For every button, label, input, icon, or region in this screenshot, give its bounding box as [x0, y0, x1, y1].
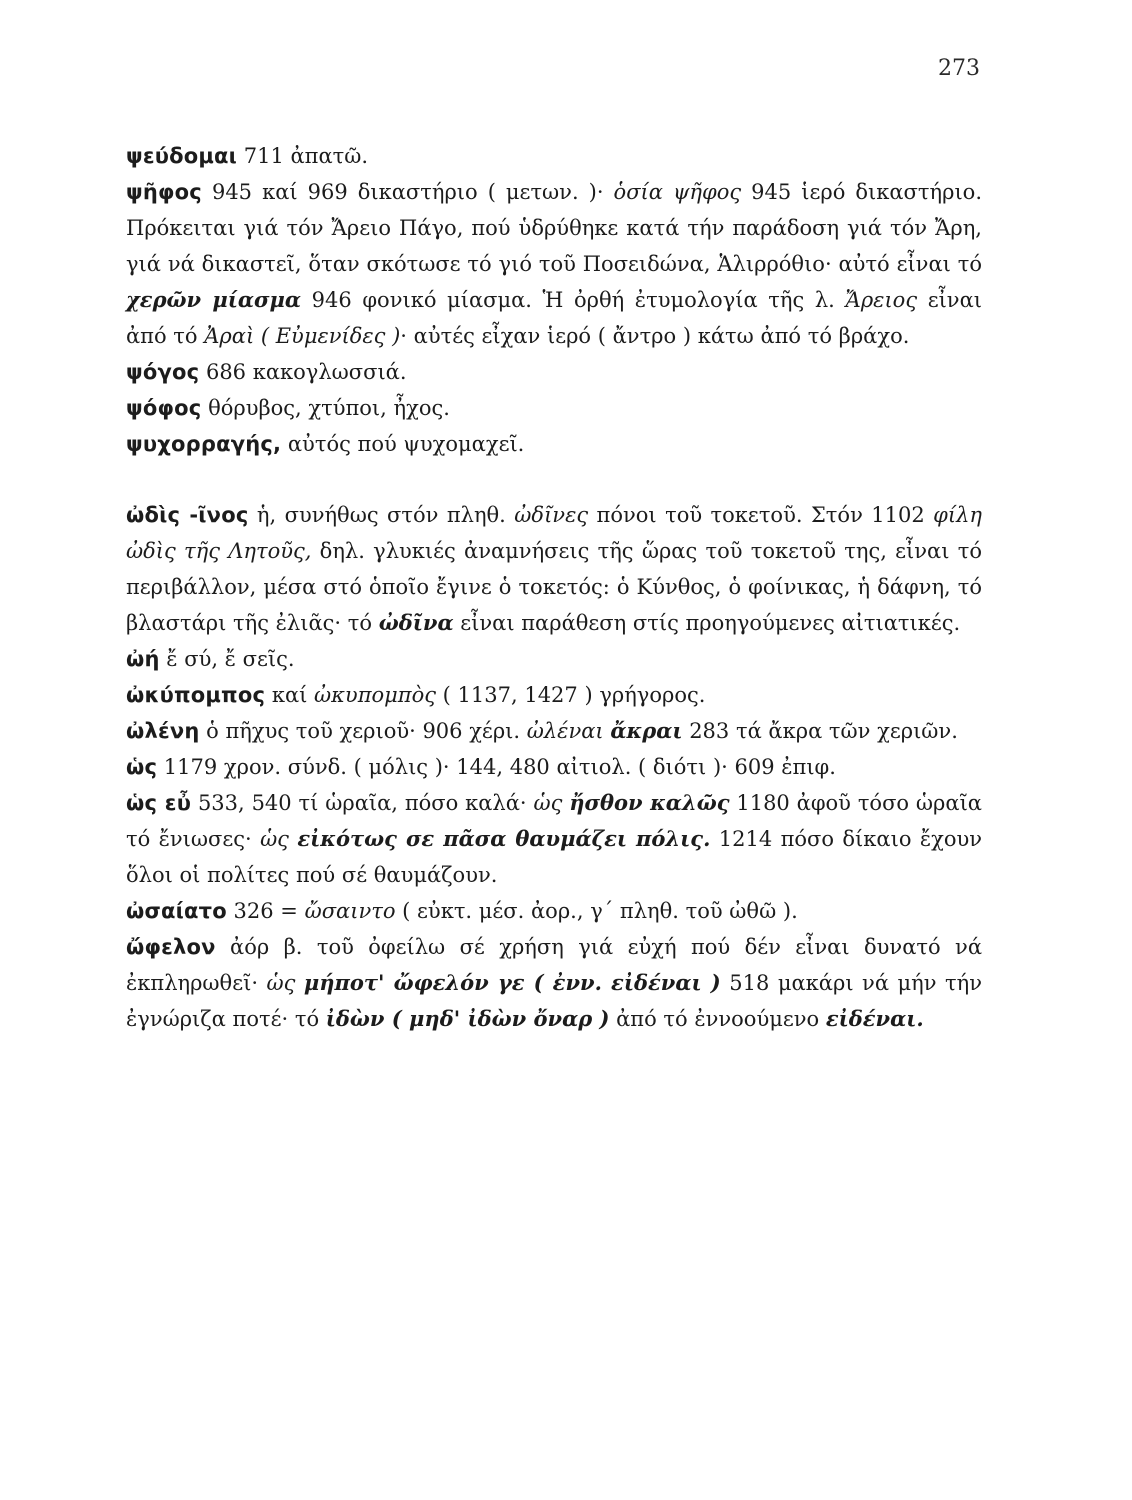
entry-text: ὤσαιντο [304, 899, 396, 923]
entry-text: ἀόρ β. τοῦ ὀφείλω σέ χρήση γιά εὐχή πού δέν εἶναι δυνατό νά ἐκπληρωθεῖ· [126, 935, 982, 995]
entry-text: · αὐτές εἶχαν ἱερό ( ἄντρο ) κάτω ἀπό τό βράχο. [400, 324, 910, 348]
entry-text: Ἀραὶ ( Εὐμενίδες ) [204, 324, 401, 348]
entry-text: χερῶν μίασμα [126, 287, 302, 312]
entry-text: 946 φονικό μίασμα. Ἡ ὀρθή ἐτυμολογία τῆς λ. [301, 288, 846, 312]
entry-text: ἀπό τό ἐννοούμενο [609, 1007, 826, 1031]
entry-text: 945 ἱερό δικαστήριο. Πρόκειται γιά τόν Ἄρειο Πάγο, πού ὑδρύθηκε κατά τήν παράδοση γιά τόν Ἄρη, γιά νά δικαστεῖ, ὅταν σκότωσε τό γιό τοῦ Ποσειδώνα, Ἁλιρρόθιο· αὐτό εἶναι τό [126, 180, 982, 276]
entry-text: ὡς [260, 827, 289, 851]
entry-text: ἤσθον καλῶς [569, 790, 730, 815]
entry-headword: ψεύδομαι [126, 144, 238, 168]
entry-headword: ὤφελον [126, 935, 216, 959]
glossary-entry [126, 138, 982, 174]
glossary-body [126, 138, 982, 1037]
entry-headword: ψυχορραγής, [126, 432, 282, 456]
entry-text [295, 971, 304, 995]
entry-text: 283 τά ἄκρα τῶν χεριῶν. [682, 719, 958, 743]
entry-text: ὡς [533, 791, 563, 815]
entry-text: ὠλέναι [526, 719, 604, 743]
entry-text: 945 καί 969 δικαστήριο ( μετων. )· [201, 180, 614, 204]
entry-text: ὠδῖνες [514, 503, 589, 527]
entry-headword: ὠδὶς -ῖνος [126, 503, 249, 527]
entry-text: 533, 540 τί ὡραῖα, πόσο καλά· [191, 791, 534, 815]
entry-text: Ἄρειος [845, 288, 918, 312]
entry-headword: ὡς [126, 755, 158, 779]
entry-text: 686 κακογλωσσιά. [199, 360, 407, 384]
entry-text: 1214 πόσο δίκαιο ἔχουν ὅλοι οἱ πολίτες πού σέ θαυμάζουν. [126, 827, 983, 887]
entry-text: 1180 ἀφοῦ τόσο ὡραῖα τό ἔνιωσες· [126, 791, 982, 851]
glossary-entry [126, 893, 982, 929]
entry-text: ( εὐκτ. μέσ. ἀορ., γ΄ πληθ. τοῦ ὠθῶ ). [395, 899, 798, 923]
entry-headword: ὠκύπομπος [126, 683, 266, 707]
entry-text: εἰδέναι. [825, 1006, 924, 1031]
entry-text: μήποτ' ὤφελόν γε ( ἐνν. εἰδέναι ) [303, 970, 721, 995]
entry-text: δηλ. γλυκιές ἀναμνήσεις τῆς ὥρας τοῦ τοκετοῦ της, εἶναι τό περιβάλλον, μέσα στό ὁποῖο ἔγινε ὁ τοκετός: ὁ Κύνθος, ὁ φοίνικας, ἡ δάφνη, τό βλαστάρι τῆς ἐλιᾶς· τό [126, 539, 982, 635]
entry-text: εἰκότως σε πᾶσα θαυμάζει πόλις. [297, 826, 711, 851]
entry-text: 711 ἀπατῶ. [237, 144, 369, 168]
entry-text: καί [265, 683, 315, 707]
entry-text: 1179 χρον. σύνδ. ( μόλις )· 144, 480 αἰτιολ. ( διότι )· 609 ἐπιφ. [157, 755, 836, 779]
glossary-entry [126, 749, 982, 785]
glossary-entry [126, 174, 982, 354]
entry-text: 326 = [226, 899, 305, 923]
entry-text: ὡς [266, 971, 296, 995]
glossary-entry [126, 785, 982, 893]
glossary-entry [126, 390, 982, 426]
page-number: 273 [938, 56, 980, 81]
entry-text: ἰδὼν ( μηδ' ἰδὼν ὄναρ ) [325, 1006, 610, 1031]
entry-headword: ψόγος [126, 360, 200, 384]
glossary-entry [126, 713, 982, 749]
section-gap [126, 462, 982, 497]
entry-text: ὁ πῆχυς τοῦ χεριοῦ· 906 χέρι. [199, 719, 527, 743]
entry-text: θόρυβος, χτύποι, ἦχος. [201, 396, 450, 420]
entry-text: εἶναι παράθεση στίς προηγούμενες αἰτιατικές. [453, 611, 961, 635]
entry-headword: ὡς εὖ [126, 791, 192, 815]
entry-text: ἔ σύ, ἔ σεῖς. [159, 647, 295, 671]
entry-text: 518 μακάρι νά μήν τήν ἐγνώριζα ποτέ· τό [126, 971, 982, 1031]
entry-text: ὠκυπομπὸς [314, 683, 436, 707]
entry-text: ( 1137, 1427 ) γρήγορος. [436, 683, 706, 707]
entry-text: ἡ, συνήθως στόν πληθ. [248, 503, 515, 527]
entry-text: εἶναι ἀπό τό [126, 288, 982, 348]
entry-headword: ὠή [126, 647, 160, 671]
glossary-entry [126, 929, 982, 1037]
glossary-entry [126, 497, 982, 641]
entry-text: ὠδῖνα [378, 610, 454, 635]
entry-headword: ψόφος [126, 396, 202, 420]
entry-headword: ὠλένη [126, 719, 200, 743]
entry-text: ὁσία ψῆφος [613, 180, 742, 204]
entry-headword: ψῆφος [126, 180, 202, 204]
glossary-entry [126, 426, 982, 462]
entry-text: πόνοι τοῦ τοκετοῦ. Στόν 1102 [588, 503, 934, 527]
entry-text: αὐτός πού ψυχομαχεῖ. [281, 432, 525, 456]
entry-headword: ὠσαίατο [126, 899, 227, 923]
glossary-entry [126, 354, 982, 390]
glossary-entry [126, 641, 982, 677]
entry-text: ἄκραι [610, 718, 683, 743]
glossary-entry [126, 677, 982, 713]
entry-text: φίλη ὠδὶς τῆς Λητοῦς, [126, 503, 983, 563]
